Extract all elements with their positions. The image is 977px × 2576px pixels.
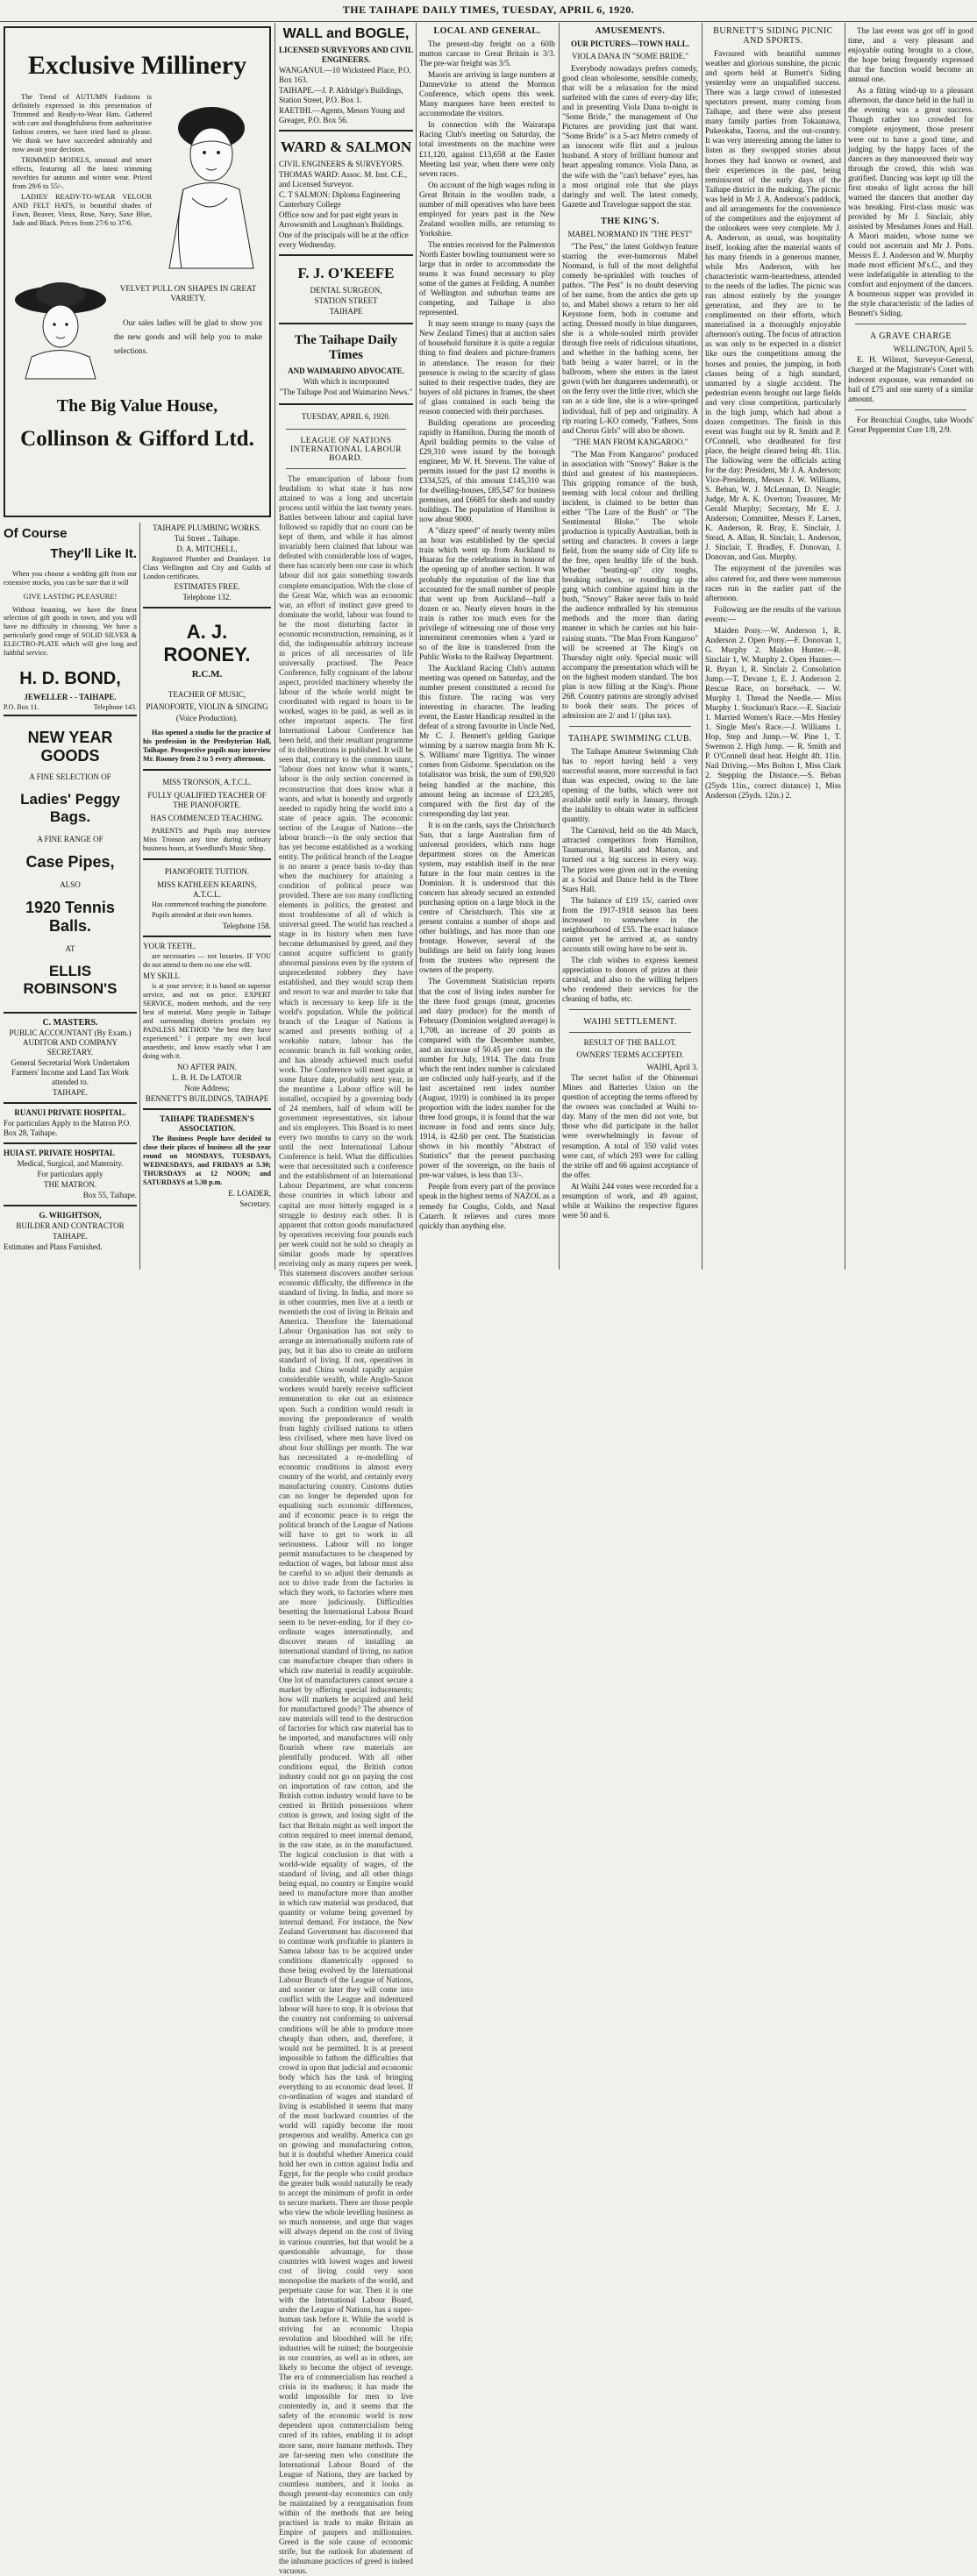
local-p12: People from every part of the province speak in the highest terms of NAZOL as a remedy for Coughs, Colds, and Nasal Catarrh. It relieves and cures more quickly than anything else. [419,1182,555,1230]
huia-l2: For particulars apply [37,1170,103,1179]
paper-l2: "The Taihape Post and Waimarino News." [279,388,413,396]
plumbing-title: TAIHAPE PLUMBING WORKS. [153,523,261,532]
tradesmen-body: The Business People have decided to close their places of business all the year round on MONDAYS, TUESDAYS, WEDNESDAYS, and FRIDAYS at 5.30; THURSDAYS at 12 NOON; and SATURDAYS at 5.30 p.m. [143,1135,271,1187]
tradesmen-ad [143,1110,271,1213]
column-rule [559,23,560,1270]
huia-ad [4,1144,137,1206]
local-p1: The present-day freight on a 60lb mutton carcase to Great Britain is 3/3. The pre-war freight was 3/5. [419,39,555,68]
ruanui-title: RUANUI PRIVATE HOSPITAL. [14,1108,126,1118]
okeefe-l2: STATION STREET [314,296,378,305]
rooney-body: Has opened a studio for the practice of his profession in the Presbyterian Hall, Taihape. Prospective pupils may interview Mr. Rooney from 2 to 5 every afternoon. [143,729,271,764]
plumbing-phone: Telephone 132. [182,593,232,602]
paper-l1: With which is incorporated [303,377,389,386]
latour-role: Note Address; [184,1084,230,1093]
latour-l2: is at your service; it is based on superior service, and not on price. EXPERT SERVICE, modern methods, and the very best of material. Many people in Taihape and surrounding districts proclaim my PAINLESS METHOD "the best they have experienced." I prepare my own local anaesthetic, and know exactly what I am doing with it. [143,982,271,1061]
ellis-line5: Case Pipes, [25,853,115,872]
rooney-degree: R.C.M. [191,669,223,680]
bond-box: P.O. Box 11. [4,703,39,712]
store-line: The Big Value House, [56,396,218,416]
plumbing-name: D. A. MITCHELL, [176,544,238,553]
ward-salmon-name: WARD & SALMON [280,139,412,155]
column-6 [705,23,841,1268]
latour-skill: MY SKILL [143,971,180,981]
ellis-line8: AT [65,944,75,954]
ellis-line6: ALSO [60,880,81,890]
second-hat-illustration [12,274,109,379]
huia-l1: Medical, Surgical, and Maternity. [17,1159,124,1169]
column-7 [848,23,973,1268]
millinery-velvet: VELVET PULL ON SHAPES IN GREAT VARIETY. [119,284,257,303]
local-p4: On account of the high wages ruling in Great Britain in the woollen trade, a number of mill operatives who have been employed for years past in the New Zealand woollen mills, are returning to Yorkshire. [419,180,555,238]
huia-title: HUIA ST. PRIVATE HOSPITAL [4,1149,115,1158]
millinery-invite: Our sales ladies will be glad to show you the new goods and will help you to make selections. [114,318,262,356]
picnic-p2: The enjoyment of the juveniles was also catered for, and there were numerous races run in the earlier part of the afternoon. [705,564,841,602]
millinery-felt: LADIES' READY-TO-WEAR VELOUR AND FELT HATS, in beautiful shades of Fawn, Beaver, Vieux, Rose, Navy, Saxe Blue, Jade and Black. Prices from 27/6 to 37/6. [12,193,152,227]
tradesmen-role: Secretary. [239,1199,271,1209]
latour-pain: NO AFTER PAIN. [177,1063,237,1072]
local-p7: Building operations are proceeding rapidly in Hamilton. During the month of April building permits to the value of £29,310 were issued by the borough engineer, Mr W. H. Stevens. The value of permits issued for the past 12 months is £334,525, of this amount £145,310 was for dwelling-houses, £85,547 for business premises, and £6685 for sheds and sundry buildings. The population of Hamilton is now about 9000. [419,417,555,524]
issue-dateline: TUESDAY, APRIL 6, 1920. [301,412,391,421]
swimming-p2: The Carnival, held on the 4th March, attracted competitors from Hamilton, Taumarunui, Raetihi and Marton, and turned out a big success in every way. The prizes were given out in the evening at a Social and Dance held in the Three Stars Hall. [562,826,698,893]
kangaroo-p3: "The Man From Kangaroo" produced in association with "Snowy" Baker is the third and greatest of his masterpieces. This gripping romance of the bush, teeming with local colour and thrilling incident, is claimed to be better than either "The Lure of the Bush" or "The Sentimental Bloke." The whole production is typically Australian, both in setting and characters. It covers a large field, from the seamy side of City life to the free, open healthy life of the bush. Whether "beating-up" city toughs, breaking outlaws, or rounding up the gang which combine against him in the bush, "Snowy" Baker never fails to hold the audience enthralled by his strenuous methods and the more than daring manner in which he carries out his hair-raising stunts. "The Man From Kangaroo" will be screened at The King's on Thursday night only. Special music will accompany the presentation which will be on the highest modern standard. The box plan is now filling at the King's. Phone 268. Country patrons are strongly advised to book their seats. The prices of admission are 2/ and 1/ (plus tax). [562,449,698,720]
kearins-l2: Pupils attended at their own homes. [152,911,253,920]
huia-l3: THE MATRON. [44,1180,96,1190]
rooney-title: TEACHER OF MUSIC, PIANOFORTE, VIOLIN & SINGING [146,690,268,712]
tradesmen-title: TAIHAPE TRADESMEN'S ASSOCIATION. [160,1114,254,1134]
bond-body1: When you choose a wedding gift from our extensive stocks, you can be sure that it will [4,570,137,587]
millinery-intro: The Trend of AUTUMN Fashions is definitely expressed in this presentation of Trimmed and Ready-to-Wear Hats. Gathered with care and thoughtfulness from authoritative fashion centres, we have tried hard to please. We think we have succeeded admirably and now await your decision. [12,93,152,153]
masters-name: C. MASTERS. [42,1018,98,1028]
column-rule [416,23,417,1270]
wall-bogle-ad [279,26,413,132]
column-rule [139,523,140,1270]
amusements-sub: OUR PICTURES—TOWN HALL. [570,39,690,48]
waihi-dateline: WAIHI, April 3. [646,1063,698,1072]
plumbing-ad [143,523,271,608]
wrightson-l3: Estimates and Plans Furnished. [4,1242,103,1252]
local-p8: A "dizzy speed" of nearly twenty miles an hour was established by the special train which went up from Auckland to Huarau for the celebrations in honour of the opening up of another section. It was probably the reputation of the line that accounted for the small number of people that went up from Auckland—half a dozen or so. Nearly eleven hours in the train is rather too much even for the privilege of witnessing one of those very intermittent ceremonies when a 'yard or so of the line is transferred from the Public Works to the Railway Department. [419,526,555,661]
ward-salmon-l3: C. T SALMON: Diploma Engineering Canterbury College [279,190,401,209]
tronson-l1: FULLY QUALIFIED TEACHER OF THE PIANOFORTE. [147,791,267,810]
lady-in-hat-illustration [157,93,262,268]
wrightson-name: G. WRIGHTSON, [39,1211,102,1220]
huia-l4: Box 55, Taihape. [82,1191,137,1200]
wall-bogle-l2: WANGANUI.—10 Wicksteed Place, P.O. Box 163. [279,66,411,84]
kings-p2: "The Pest," the latest Goldwyn feature starring the ever-humorous Mabel Normand, is full of the most delightful comedy be-sprinkled with touches of pathos. "The Pest" is no doubt deserving of her name, from the antics she gets up to, and Mabel shows a return to her old Keystone form, both in costume and acting. Dressed mostly in blue dungarees, she is a whole-souled mirth provider through five reels of ridiculous situations, and whether in the bathing scene, her bath being a water barrel, or in the ballroom, where she enters in the latest gown (with her dungarees underneath), or on the ferry over the little river, which she ran as a side line, she is a wire-springed individual, full of pep and originality. A rip roaring L-KO comedy, "Fathers, Sons and Chorus Girls" will also be shown. [562,241,698,435]
waihi-sub2: OWNERS' TERMS ACCEPTED. [576,1050,684,1060]
local-p11: The Government Statistician reports that the cost of living index number for the three food groups (meat, groceries and dairy produce) for the month of February (Dominion weighted average) is 1,708, an increase of 20 points as compared with the December number, and an increase of 50.45 per cent. on the number for July, 1914. The data from which the rent index number is calculated are collected only half-yearly, and if the last ascertained rent index number (August, 1919) is combined in its proper proportion with the index number for the three food groups, it is found that the war increase in food and rents since July, 1914, is 42.60 per cent. The Statistician shows in his monthly "Abstract of Statistics" that the present purchasing power of the sovereign, on the basis of pre-war values, is less than 13/-. [419,977,555,1180]
masthead: THE TAIHAPE DAILY TIMES, TUESDAY, APRIL 6, 1920. [0,0,977,22]
local-p10: It is on the cards, says the Christchurch Sun, that a large Australian firm of universal providers, which runs huge department stores on the American system, may establish itself in the near future in the four main centres in the Dominion. It is understood that this concern has already secured an extended purchasing option on a large block in the centre of Christchurch. This site at present contains a number of shops and other buildings, and has more than one frontage. However, several of the buildings are held on fairly long leases from the trustees who represent the owners of the property. [419,820,555,975]
bond-like: They'll Like It. [50,546,137,561]
latour-head: YOUR TEETH.. [143,942,196,951]
store-name: Collinson & Gifford Ltd. [20,427,254,451]
amusements-h1: VIOLA DANA IN "SOME BRIDE." [571,52,689,60]
column-5 [562,23,698,1268]
swimming-p1: The Taihape Amateur Swimming Club has to report having held a very successful season, more successful in fact than was expected, owing to the late opening of the baths, which were not available until early in January, through the inability to obtain water in sufficient quantity. [562,746,698,824]
ellis-line4: A FINE RANGE OF [37,835,103,844]
waihi-sub: RESULT OF THE BALLOT. [583,1038,677,1048]
paper-name: The Taihape Daily Times [294,333,398,362]
rooney-name: A. J. ROONEY. [163,621,251,666]
bond-phone: Telephone 143. [93,703,137,712]
millinery-ad [4,26,271,517]
bond-body2: Without boasting, we have the finest selection of gift goods in town, and you will have no difficulty in choosing. We have a particularly good range of SOLID SILVER & ELECTRO-PLATE which will give long and faithful service. [4,605,137,657]
amusements-title: AMUSEMENTS. [595,26,666,36]
picnic-p4: The last event was got off in good time, and a very pleasant and enjoyable outing brought to a close, the hope being frequently expressed that the function would become an annual one. [848,26,973,84]
kearins-l1: Has commenced teaching the pianoforte. [152,900,268,909]
plumbing-body: Registered Plumber and Drainlayer. 1st Class Wellington and City and Guilds of London certificates. [143,555,271,580]
tradesmen-name: E. LOADER, [228,1189,271,1199]
wrightson-l1: BUILDER AND CONTRACTOR [16,1221,125,1231]
bond-role: JEWELLER - - TAIHAPE. [24,693,117,702]
millinery-title: Exclusive Millinery [27,51,247,80]
wall-bogle-name: WALL and BOGLE, [282,26,410,41]
wrightson-ad [4,1206,137,1256]
tronson-ad [143,771,271,860]
tronson-l2: HAS COMMENCED TEACHING. [150,814,264,823]
picnic-results: Maiden Pony.—W. Anderson 1, R. Anderson 2. Open Pony.—F. Donovan 1, G. Murphy 2. Maiden Hunter.—R. Sinclair 1, W. Murphy 2. Open Hunter.—R. Bryan 1, R. Sinclair 2. Consolation Jump.—T. Devane 1, E. J. Anderson 2. Rescue Race, on horseback. — W. Murphy 1. Thread the Needle.— Miss Murphy 1. Stockman's Race.—E. Sinclair 1. Married Women's Race.—Mrs Henley 1. Single Men's Race.—J. Williams 1. Hop, Step and Jump.—W. Pine 1, T. Swenson 2. High Jump. — R. Smith and P. O'Connell dead heat. Height 4ft. 11in. Nail Driving.—Mrs Bolton 1, Miss Clark 2. Stepping the Distance.—S. Beban (25yds 11in., correct distance) 1, Miss Anderson (25yds. 12in.) 2. [705,625,841,800]
column-4 [419,23,555,1268]
column-3 [279,23,413,2576]
ward-salmon-l4: Office now and for past eight years in Arrowsmith and Loughnan's Buildings. [279,210,404,229]
ellis-line2: A FINE SELECTION OF [29,772,111,782]
paper-nameplate [279,324,413,405]
rooney-ad [143,608,271,771]
kearins-ad [143,860,271,937]
picnic-p5: As a fitting wind-up to a pleasant afternoon, the dance held in the hall in the evening was a great success. Though rather too crowded for complete enjoyment, those present were out to have a good time, and judging by the happy faces of the dancers as they manoeuvred their way through the crowd, this wish was gratified. Dancing was kept up till the first streaks of light across the hill warned the dancers that another day was breaking. First-class music was provided by Mr J. Sinclair, ably assisted by Mesdames Jones and Hall. A Maori maiden, whose name we could not ascertain and Mr J. Potts. Messrs E. J. Anderson and W. Murphy made most efficient M's.C., and they were indefatigable in attending to the comfort and enjoyment of the dancers. A bounteous supper was provided in the style characteristic of the ladies of Bennett's Siding. [848,86,973,318]
ruanui-ad [4,1104,137,1144]
column-2-lower [143,523,271,1266]
bond-ad [4,526,137,716]
local-p5: The entries received for the Palmerston North Easter bowling tournament were so large that in order to accommodate the teams it was found necessary to play some of the games at Feilding. A number of Wellington and suburban teams are competing, and Taihape is also represented. [419,239,555,317]
rooney-sub: (Voice Production). [175,714,239,723]
ward-salmon-l2: THOMAS WARD: Assoc. M. Inst. C.E., and Licensed Surveyor. [279,170,408,189]
kings-title: THE KING'S. [601,216,660,226]
plumbing-street: Tui Street .. Taihape. [174,534,240,543]
latour-addr: BENNETT'S BUILDINGS, TAIHAPE [145,1094,269,1104]
wall-bogle-l1: LICENSED SURVEYORS AND CIVIL ENGINEERS. [279,46,413,64]
ward-salmon-ad [279,132,413,256]
waihi-p1: The secret ballot of the Ohinemuri Mines and Batteries Union on the question of accepting the terms offered by the owners was concluded at Waihi to-day. Many of the men did not vote, but those who did participate in the ballot were overwhelmingly in favour of resumption. A total of 350 valid votes were cast, of which 293 were for calling the strike off and 66 against acceptance of the offer. [562,1073,698,1179]
ward-salmon-l1: CIVIL ENGINEERS & SURVEYORS. [279,160,404,168]
kangaroo-h3: "THE MAN FROM KANGAROO." [572,437,688,446]
bond-pleasure: GIVE LASTING PLEASURE! [23,591,118,601]
wall-bogle-l4: RAETIHI.—Agents, Messrs Young and Greager, P.O. Box 56. [279,106,405,125]
masters-l2: General Secretarial Work Undertaken Farmers' Income and Land Tax Work attended to. [11,1058,130,1087]
waihi-title: WAIHI SETTLEMENT. [583,1017,677,1028]
swimming-p3: The balance of £19 15/, carried over from the 1917-1918 season has been increased to somewhere in the neighbourhood of £55. The exact balance cannot yet be arrived at, as sundry accounts still owing have to be sent in. [562,895,698,953]
masters-l3: TAIHAPE. [52,1088,89,1098]
local-p9: The Auckland Racing Club's autumn meeting was opened on Saturday, and the number present constituted a record for this fixture. The racing was very interesting in character. The leading event, the Easter Handicap resulted in the defeat of a strong favourite in Uncle Ned, Mr C. J. Bennett's gelding Gazique winning by a narrow margin from Mr K. S. Williams' mare Tigritiya. The winner comes from Gisborne. Speculation on the totalisator was brisk, the sum of £90,920 being handled at the machine, this amount being an increase of £23,285, compared with the first day of the corresponding day last year. [419,663,555,818]
bond-of-course: Of Course [4,526,68,541]
grave-title: A GRAVE CHARGE [870,331,952,342]
kearins-name: MISS KATHLEEN KEARINS, A.T.C.L. [157,880,257,900]
peppermint-ad: For Bronchial Coughs, take Woods' Great Peppermint Cure 1/8, 2/9. [848,415,973,434]
picnic-p3: Following are the results of the various events:— [705,604,841,623]
millinery-trimmed: TRIMMED MODELS, unusual and smart effects, featuring all the latest trimming novelties for autumn and winter wear. Priced from 29/6 to 55/-. [12,156,152,190]
waihi-p2: At Waihi 244 votes were recorded for a resumption of work, and 49 against, while at Waikino the respective figures were 50 and 6. [562,1181,698,1220]
ruanui-body: For particulars Apply to the Matron P.O. Box 28, Taihape. [4,1119,132,1138]
wrightson-l2: TAIHAPE. [52,1232,89,1242]
latour-ad [143,937,271,1110]
paper-sub: AND WAIMARINO ADVOCATE. [288,366,404,375]
okeefe-l3: TAIHAPE [329,307,363,316]
masters-ad [4,1014,137,1104]
masters-l1: PUBLIC ACCOUNTANT (By Exam.) AUDITOR AND COMPANY SECRETARY. [9,1028,132,1057]
latour-l1: are necessaries — not luxuries. IF YOU do not attend to them no one else will. [143,952,271,970]
plumbing-est: ESTIMATES FREE. [174,582,240,592]
kearins-phone: Telephone 158. [222,922,271,931]
okeefe-ad [279,256,413,324]
ellis-line9: ELLIS ROBINSON'S [23,963,118,998]
grave-p1: E. H. Wilmot, Surveyor-General, charged at the Magistrate's Court with indecent exposure, was remanded on bail of £75 and one surety of a similar amount. [848,355,973,403]
local-article-title: LOCAL AND GENERAL. [433,26,541,36]
ellis-line7: 1920 Tennis Balls. [25,899,115,936]
ellis-line1: NEW YEAR GOODS [27,729,113,765]
swimming-title: TAIHAPE SWIMMING CLUB. [567,733,693,744]
league-article-body: The emancipation of labour from feudalism to what state it has now attained to was a long and uncertain process until within the last twenty years. Battles between labour and capital have followed so rapidly that no count can be kept of them, and while it has almost invariably been claimed that labour was defeated with considerable loss of wages, there has scarcely been one case in which labour did not gain something towards complete emancipation. With the close of the Great War, which was an economic war, an effort of instinct gave greed to dominate the world, labour was found to be the most disturbing factor in economic reconstruction, remaining, as it did, the indispensable arbitrary increase in prices of all necessaries of life universally practised. The Peace Conference, fully cognisant of the labour aspect, provided machinery whereby the labour of the whole world might be coordinated with regard to hours to be worked, wages to be paid, as well as in other important aspects. The first International Labour Conference has been held, and their resultant programme of its deliberations is published. It will be seen that, contrary to the common taunt, "labour does not know what it wants," labour is the only section concerned in reconstruction that does know what it wants, and what is honestly and urgently needed to rapidly bring the world into a state of peace again. The economic section of the League of Nations—the labour branch—is the only section that has yet become established as a working entity. The political branch of the League is no nearer a peace basis to-day than when the machinery for attaining a condition of political peace was provided. There are too many conflicting elements in politics, the greatest and most troublesome of all of which is universal greed. The world has reached a stage in its history when men have become dehumanised by greed, and they cannot acquire sufficient to gratify abnormal passions even by the system of unprecedented robbery they have established, and they would scrap them and resort to war and murder to take that which is necessary to keep life in the world's population. While the political branch of the League of Nations is scamed and presents nothing of a workable nature, labour has the economic branch in full working order, and has already achieved much useful work. The Conference will meet again at some future date, probably next year, in the meantime a Labour office will be installed, occupied by a governing body of 24 members, half of whom will be government representatives, six labour and six employers. This Board is to meet every two months to carry on the work until the next International Labour Conference is held. What the difficulties were that necessitated such a conference and the establishment of an International Labour Department, are what concerns those countries in which labour and capital are most bitterly engaged in a struggle to destroy each other. It is apparent that cotton goods manufactured by operatives receiving four pounds each per week could not be sold so cheaply as similar goods made by operatives receiving only as many rupees per week. This statement discovers another serious economic difficulty, the difference in the standard of living. In India, and more so in other countries, men live at a tenth or twentieth the cost of living in Britain and America. Therefore the International Labour Organisation has not only to arrange an internationally uniform rate of pay, but it has also to create an uniform standard of living. If not, operatives in India and China would rapidly acquire considerable wealth, while Anglo-Saxon workers would barely receive sufficient remuneration to eke out an existence upon. Such a condition would result in moving the preponderance of wealth from highly civilised nations to others less civilised, where men have lived on about four shillings per month. The war has necessitated a re-modelling of economic conditions in almost every country of the world, and certainly every manufacturing country. Customs duties can no longer be depended upon for equalising such economic differences, and if economic peace is to reign the political branch of the League of Nations will have to get to work in all seriousness. Labour will no longer permit manufactures to be cheapened by reduction of wages, but labour must also be careful to so adjust their demands as not to drive trade from the factories in which they work, to factories where men are more judiciously. Difficulties besetting the International Labour Board seem to be never-ending, for if they co-ordinate wages internationally, and discover means of installing an international standard of living, no nation can manufacture cheaper than others in which raw material is readily acquirable. One lot of manufacturers cannot secure a market by offering special inducements; how will markets be acquired and held for manufactured goods? The absence of raw materials will tend to the destruction of factories for which raw material has to be imported, and manufactures will only flourish where raw materials are plentifully produced. With all other conditions equal, the British cotton industry could not go on paying the cost on importation of raw cotton, and the British cotton industry would have to be centred in British possessions where cotton is grown, and losing sight of the fact that Britain might as well import the cotton required to meet internal demand, in the raw state, as in the manufactured. The logical conclusion is that with a world-wide equality of wages, of the standard of living, and all other things being equal, no country or Empire would need to manufacture more than another in which raw material was produced, that quantity or volume being governed by internal demand. For instance, the New Zealand Government has discovered that to continue work profitable to planters in Samoa labour has to be acquired under conditions diametrically opposed to those being evolved by the International Labour Branch of the League of Nations, and sooner or later they will come into conflict with the League and indentured labour will have to stop. It is obvious that the country not conforming to universal conditions will be able to produce more cheaply than others, and, therefore, it would not be permitted. It is at present impossible to fathom the difficulties that crowd in upon that judicial and economic body which has the task of bringing everything to an economic dead level. If co-ordination of wages and standard of living is established it seems that many of the most backward countries of the world will rapidly become the most prosperous and wealthy. America can go on growing and manufacturing cotton, but it is doubtful whether America could hold her own in cotton against India and Egypt, for the people who could produce the greater bulk would naturally be ready to accept the minimum of profit in order to secure markets. There are those people who view the whole levelling business as so much nonsense, and urge that wages will always depend on the cost of living in various countries, but that would be a questionable advantage, for those countries with lowest wages and lowest cost of living could very soon monopolise the markets of the world, and perpetuate cause for war. Then it is one with the International Labour Board, under the League of Nations, has a super-human task before it. While the world is striving for an economic Utopia revolution and bloodshed will be rife; industries will be ruined; the bourgeoisie in our countries, as well as in others, are likely to become the object of revenge. The era of commercialism has reached a crisis in its madness; it has made the world impossible for men to live contentedly in, and it seems that the safety of the economic world is now dependent upon commercialism being cured of its rabies, enabling it to adopt more sane, more humane methods. They are far-seeing men who constitute the International Labour Board of the League of Nations, they are backed by countless numbers, and it looks as though present-day economics can only be maintained by a reorganisation from within of the methods that are being practised in trade to make Britain an Empire of paupers and millionaires. Greed is the sole cause of economic strife, but the outlook for abatement of the inhumane practices of greed is indeed vacuous. [279,474,413,2576]
local-p3: In connection with the Wairarapa Racing Club's meeting on Saturday, the total investments on the machine were £11,120, against £13,658 at the Easter Meeting last year, when there were only seven races. [419,120,555,178]
ellis-line3: Ladies' Peggy Bags. [20,791,120,826]
picnic-title: BURNETT'S SIDING PICNIC AND SPORTS. [713,26,833,46]
local-p2: Maoris are arriving in large numbers at Dannevirke to attend the Mormon Conference, which opens this week. Many marquees have been erected to accommodate the visitors. [419,70,555,118]
local-p6: It may seem strange to many (says the New Zealand Times) that at auction sales of household furniture it is quite a regular thing to find dealers and picture-framers in attendance. The reason for their presence is owing to the scarcity of glass suited to their respective trades, they are buyers of old pictures in frames, the sheet of glass contained in each being the reason connected with their purchases. [419,319,555,416]
amusements-p1: Everybody nowadays prefers comedy, good clean wholesome, sensible comedy, that will be a relaxation for the mind surfeited with the cares of every-day life; and in presenting Viola Dana to-night in "Some Bride," the management of Our Pictures are providing just that want. "Some Bride" is a 5-act Metro comedy of an innocent wife flirt and a jealous husband. A story of brilliant humour and heart appealing romance. Viola Dana, as the wife with the "can't behave" eyes, has a most original role that she plays daringly and well. The latest comedy, Gazette and Travelogue support the star. [562,64,698,209]
wall-bogle-l3: TAIHAPE.—J. P. Aldridge's Buildings, Station Street, P.O. Box 1. [279,86,403,104]
column-1-lower [4,523,137,1266]
okeefe-l1: DENTAL SURGEON, [310,286,382,295]
ward-salmon-l5: One of the principals will be at the office every Wednesday. [279,231,409,249]
league-article-title: LEAGUE OF NATIONS INTERNATIONAL LABOUR BOARD. [289,437,403,463]
kings-h2: MABEL NORMAND IN "THE PEST" [567,229,693,238]
kearins-title: PIANOFORTE TUITION. [164,867,250,877]
okeefe-name: F. J. O'KEEFE [297,265,395,281]
tronson-l3: PARENTS and Pupils may interview Miss Tronson any time during ordinary business hours, at Swedlund's Music Shop. [143,827,271,853]
picnic-p1: Favoured with beautiful summer weather and glorious sunshine, the picnic and sports held at Burnett's Siding yesterday were an unqualified success. There was a large crowd of interested spectators present, many coming from Taihape, and there were also present many family parties from Tokaanawa, Pukeokahu, Taoroa, and the out-country. It was very interesting among the latter to listen as they swopped stories about horses they had known or owned, and their experiences in the past, being reminiscent of the early days of the Taihape district in the making. The picnic was held in Mr J. A. Anderson's paddock, and all arrangements for the convenience of the competitors and the enjoyment of the onlookers were very complete. Mr J. A. Anderson, as usual, was hospitality itself, looking after the material wants of his many friends in a generous manner, while Mrs Anderson, with her characteristic warm-heartedness, attended to the needs of the ladies. The picnic was run almost entirely by the younger generation, and they are to be complimented on their efforts, which materialised in a thoroughly enjoyable afternoon's outing. The focus of attraction as was only to be expected in a district like ours the competitions among the horses and ponies, the jumping, in both classes being of a high standard, unmarred by a single accident. The pedestrian events brought out large fields and very close competition, particularly in the high jump, which had about a dozen competitors. The finish in this event was fought out by R. Smith and P. O'Connell, who deadheated for first place, the height cleared being 4ft. 11in. The following were the officials acting for the day: President, Mr J. A. Anderson; Vice-Presidents, Messrs J. W. Williams, S. Beban, W. J. McLennan, D. Neagle; Judge, Mr A. K. Overton; Treasurer, Mr Gerald Murphy; Secretary, Mr E. J. Anderson; Committee, Messrs F. Larsen, K. Anderson, R. Bray, E. Sinclair, J. Stead, A. Allan, R. Sinclair, L. Anderson, J. Sinclair, T. Bradley, F. Donovan, J. Donovan, and Gus. Murphy. [705,49,841,562]
bond-name: H. D. BOND, [19,669,121,689]
swimming-p4: The club wishes to express keenest appreciation to donors of prizes at their carnival, and also to the willing helpers who rendered their services for the cleaning of baths, etc. [562,955,698,1004]
latour-name: L. B. H. De LATOUR [172,1073,242,1083]
tronson-name: MISS TRONSON, A.T.C.L. [162,778,252,787]
ellis-ad [4,716,137,1014]
grave-dateline: WELLINGTON, April 5. [893,345,973,354]
